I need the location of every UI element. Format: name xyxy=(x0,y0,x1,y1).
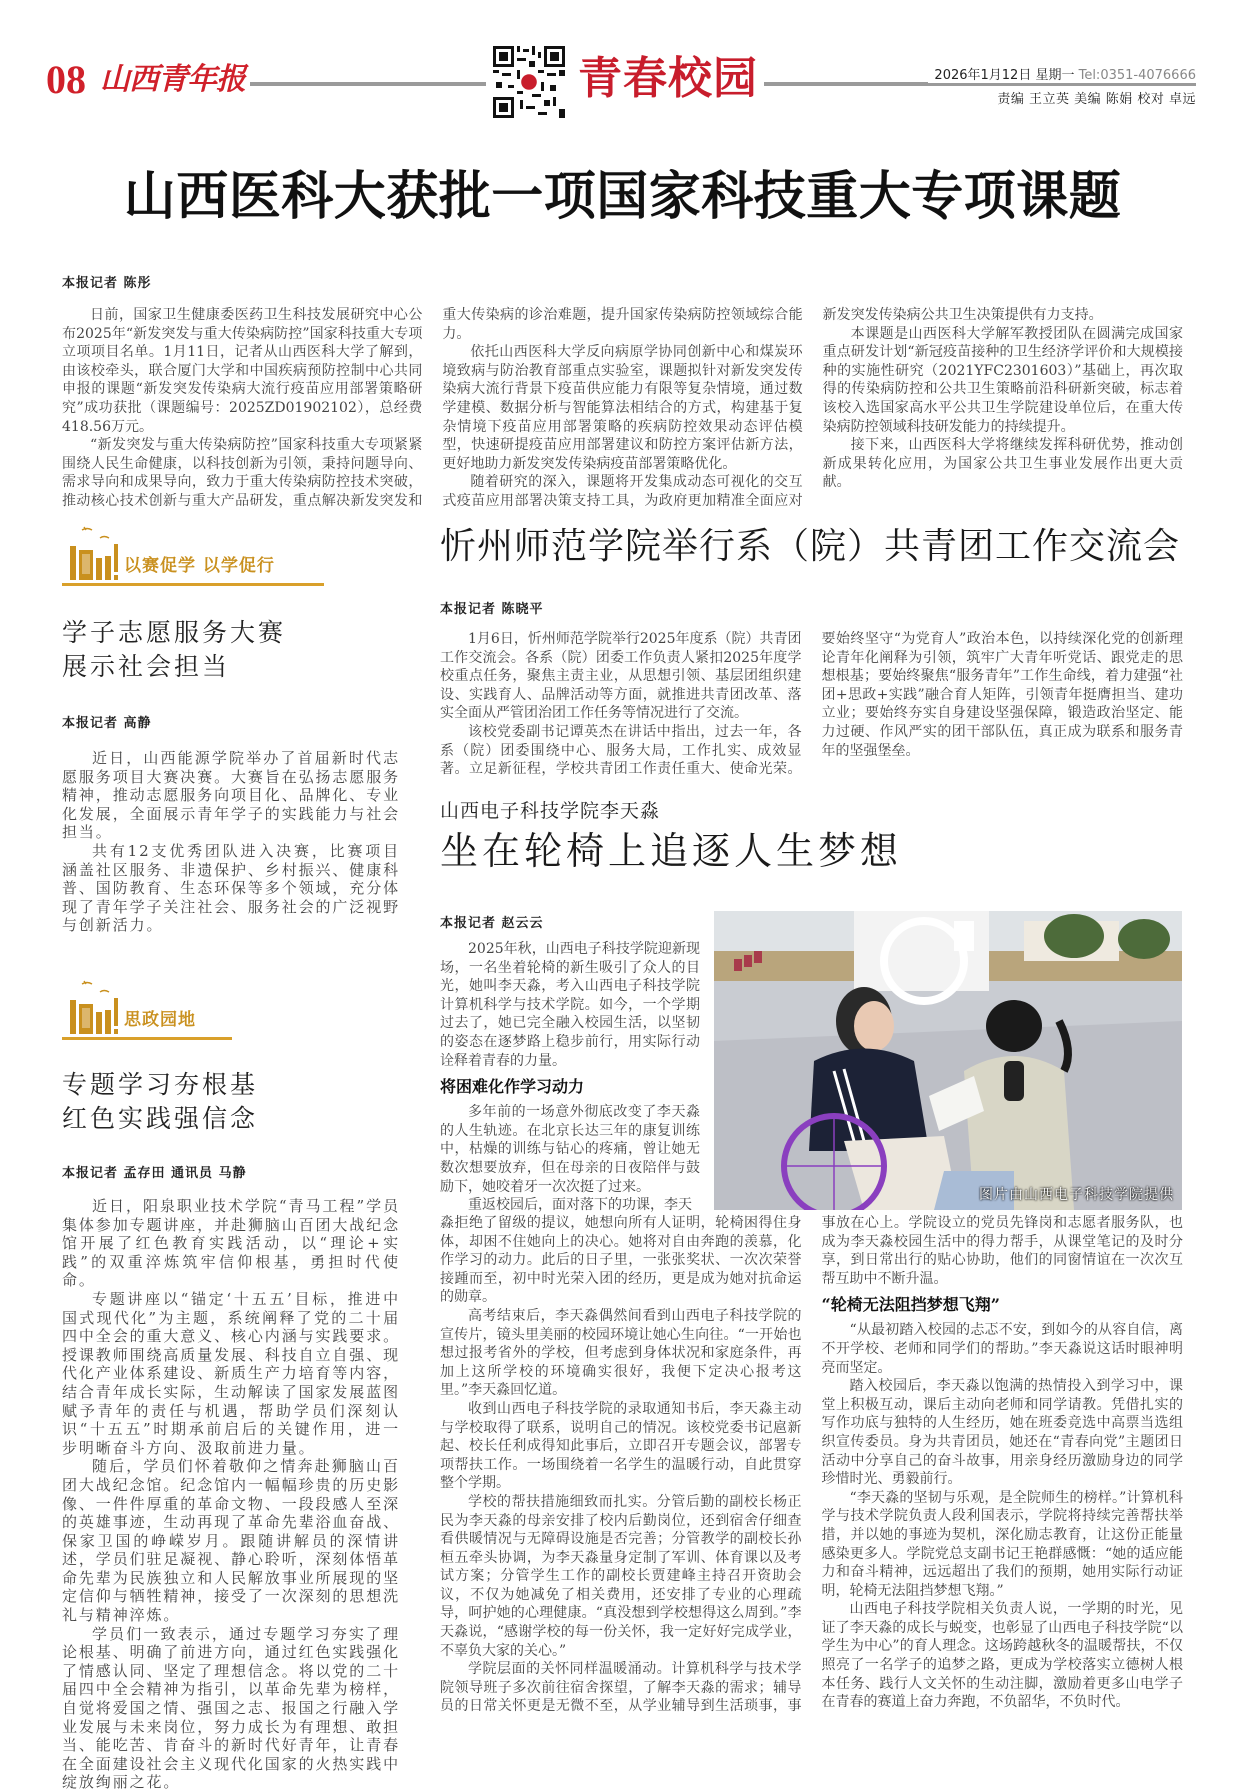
feature-subhead: “轮椅无法阻挡梦想飞翔” xyxy=(821,1295,1000,1315)
paragraph: 踏入校园后，李天淼以饱满的热情投入到学习中，课堂上积极互动，课后主动向老师和同学请教。凭借扎实的写作功底与独特的人生经历，她在班委竞选中高票当选组织宣传委员。身为共青团员，她还在“青春向党”主题团日活动中分享自己的奋斗故事，用亲身经历激励身边的同学珍惜时光、勇毅前行。 xyxy=(821,1378,1183,1488)
paragraph: 日前，国家卫生健康委医药卫生科技发展研究中心公布2025年“新发突发与重大传染病防控”国家科技重大专项立项项目名单。1月11日，记者从山西医科大学了解到，由该校牵头，联合厦门大学和中国疾病预防控制中心共同申报的课题“新发突发传染病大流行疫苗应用部署策略研究”成功获批（课题编号：2025ZD01902102），总经费418.56万元。 xyxy=(62,307,423,435)
header-rule-left xyxy=(250,82,486,86)
banner-underline xyxy=(62,583,324,586)
newspaper-logo: 山西青年报 xyxy=(100,62,245,97)
column-banner-label: 思政园地 xyxy=(124,1010,196,1030)
paragraph: 接下来，山西医科大学将继续发挥科研优势，推动创新成果转化应用，为国家公共卫生事业发展作出更大贡献。 xyxy=(822,437,1183,491)
paragraph: 1月6日，忻州师范学院举行2025年度系（院）共青团工作交流会。各系（院）团委工作负责人紧扣2025年度学校重点任务，聚焦主责主业，从思想引领、基层团组织建设、实践育人、品牌活动等方面，就推进共青团改革、落实全面从严管团治团工作任务等情况进行了交流。 xyxy=(440,631,802,722)
paragraph: 多年前的一场意外彻底改变了李天淼的人生轨迹。在北京长达三年的康复训练中，枯燥的训练与钻心的疼痛，曾让她无数次想要放弃，但在母亲的日夜陪伴与鼓励下，她咬着牙一次次挺了过来。 xyxy=(440,1104,700,1195)
paragraph: 淼拒绝了留级的提议，她想向所有人证明，轮椅困得住身体，却困不住她向上的决心。她将对自由奔跑的羡慕，化作学习的动力。此后的日子里，一张张奖状、一次次荣誉接踵而至，初中时光荣入团的经历，更是成为她对抗命运的勋章。 xyxy=(440,1215,802,1306)
paragraph: 本课题是山西医科大学解军教授团队在圆满完成国家重点研发计划“新冠疫苗接种的卫生经济学评价和大规模接种的实施性研究（2021YFC2301603）”基础上，再次取得的传染病防控和公共卫生策略前沿科研新突破，标志着该校入选国家高水平公共卫生学院建设单位后，在重大传染病防控领域科技研发能力的持续提升。 xyxy=(822,325,1183,435)
sidebar-body xyxy=(62,749,400,935)
dateline xyxy=(928,64,1196,83)
paragraph: 高考结束后，李天淼偶然间看到山西电子科技学院的宣传片，镜头里美丽的校园环境让她心生向往。“一开始也想过报考省外的学校，但考虑到身体状况和家庭条件，再加上这所学校的环境确实很好，我便下定决心报考这里。”李天淼回忆道。 xyxy=(440,1307,802,1399)
page-number: 08 xyxy=(46,57,86,102)
sidebar-byline: 本报记者 高静 xyxy=(62,716,152,731)
column-banner-label: 以赛促学 以学促行 xyxy=(124,556,275,576)
sidebar-byline: 本报记者 孟存田 通讯员 马静 xyxy=(62,1166,247,1181)
sidebar-article-ideology xyxy=(62,978,400,1792)
lead-headline: 山西医科大获批一项国家科技重大专项课题 xyxy=(123,167,1122,227)
feature-subhead: 将困难化作学习动力 xyxy=(440,1077,585,1097)
paragraph: 学校的帮扶措施细致而扎实。分管后勤的副校长杨正民为李天淼的母亲安排了校内后勤岗位，还到宿舍仔细查看供暖情况与无障碍设施是否完善；分管教学的副校长孙桓五牵头协调，为李天淼量身定制了军训、体育课以及考试方案；分管学生工作的副校长贾建峰主持召开资助会议，不仅为她减免了相关费用，还安排了专业的心理疏导，呵护她的心理健康。“真没想到学校想得这么周到。”李天淼说，“感谢学校的每一份关怀，我一定好好完成学业，不辜负大家的关心。” xyxy=(440,1493,802,1659)
paragraph: 依托山西医科大学反向病原学协同创新中心和煤炭环境致病与防治教育部重点实验室，课题拟针对新发突发传染病大流行背景下疫苗供应能力有限等复杂情境，通过数学建模、数据分析与智能算法相结合的方式，构建基于复杂情境下疫苗应用部署策略的疾病防控效果动态评估模型，快速研提疫苗应用部署建议和防控方案评估新方法，更好地助力新发突发传染病疫苗部署策略优化。 xyxy=(442,344,803,472)
feature-byline: 本报记者 赵云云 xyxy=(440,916,544,931)
xinzhou-headline: 忻州师范学院举行系（院）共青团工作交流会 xyxy=(440,526,1181,567)
paragraph: 随后，学员们怀着敬仰之情奔赴狮脑山百团大战纪念馆。纪念馆内一幅幅珍贵的历史影像、一件件厚重的革命文物、一段段感人至深的英雄事迹，生动再现了革命先辈浴血奋战、保家卫国的峥嵘岁月。跟随讲解员的深情讲述，学员们驻足凝视、静心聆听，深刻体悟革命先辈为民族独立和人民解放事业所展现的坚定信仰与牺牲精神，接受了一次深刻的思想洗礼与精神淬炼。 xyxy=(62,1457,401,1625)
paragraph: 近日，山西能源学院举办了首届新时代志愿服务项目大赛决赛。大赛旨在弘扬志愿服务精神，推动志愿服务向项目化、品牌化、专业化发展，全面展示青年学子的实践能力与社会担当。 xyxy=(62,749,401,842)
feature-headline: 坐在轮椅上追逐人生梦想 xyxy=(440,829,903,873)
paragraph: “李天淼的坚韧与乐观，是全院师生的榜样。”计算机科学与技术学院负责人段利国表示，学院将持续完善帮扶举措，并以她的事迹为契机，深化励志教育，让这份正能量感染更多人。学院党总支副书记王艳群感慨：“她的适应能力和奋斗精神，远远超出了我们的预期，她用实际行动证明，轮椅无法阻挡梦想飞翔。” xyxy=(821,1489,1183,1599)
paragraph: “新发突发与重大传染病防控”国家科技重大专项紧紧围绕人民生命健康，以科技创新为引领，秉持问题导向、需求导向和成果导向，致力于重大传染病防控技术突破，推动核心技术创新与重大产品研发，重点解决新发突发和重大传染病的诊治难题，提升国家传染病防控领域综合能力。 xyxy=(62,307,803,509)
headline-line: 展示社会担当 xyxy=(62,652,231,681)
paragraph: 山西电子科技学院相关负责人说，一学期的时光，见证了李天淼的成长与蜕变，也彰显了山西电子科技学院“以学生为中心”的育人理念。这场跨越秋冬的温暖帮扶，不仅照亮了一名学子的追梦之路，更成为学校落实立德树人根本任务、践行人文关怀的生动注脚，激励着更多山电学子在青春的赛道上奋力奔跑，不负韶华，不负时代。 xyxy=(821,1601,1183,1711)
qr-code[interactable] xyxy=(493,46,565,118)
banner-underline xyxy=(62,1037,232,1040)
paragraph: 共有12支优秀团队进入决赛，比赛项目涵盖社区服务、非遗保护、乡村振兴、健康科普、国防教育、生态环保等多个领域，充分体现了青年学子关注社会、服务社会的广泛视野与创新活力。 xyxy=(62,841,401,935)
paragraph: 该校党委副书记谭英杰在讲话中指出，过去一年，各系（院）团委围绕中心、服务大局，工作扎实、成效显著。立足新征程，学校共青团工作责任重大、使命光荣。要始终坚守“为党育人”政治本色，以持续深化党的创新理论青年化阐释为引领，筑牢广大青年听党话、跟党走的思想根基；要始终聚焦“服务青年”工作生命线，着力建强“社团+思政+实践”融合育人矩阵，引领青年挺膺担当、建功立业；要始终夯实自身建设坚强保障，锻造政治坚定、能力过硬、作风严实的团干部队伍，真正成为联系和服务青年的坚强堡垒。 xyxy=(440,631,1183,778)
feature-photo xyxy=(714,911,1182,1210)
paragraph: 专题讲座以“锚定‘十五五’目标，推进中国式现代化”为主题，系统阐释了党的二十届四中全会的重大意义、核心内涵与实践要求。授课教师围绕高质量发展、科技自立自强、现代化产业体系建设、新质生产力培育等内容，结合青年成长实际，生动解读了国家发展蓝图赋予青年的责任与机遇，帮助学员们深刻认识“十五五”时期承前启后的关键作用，进一步明晰奋斗方向、汲取前进力量。 xyxy=(62,1289,401,1457)
feature-body-intro xyxy=(440,940,700,1215)
paragraph: 随着研究的深入，课题将开发集成动态可视化的交互式疫苗应用部署决策支持工具，为政府更加精准全面应对新发突发传染病公共卫生决策提供有力支持。 xyxy=(442,307,1103,509)
paragraph: 近日，阳泉职业技术学院“青马工程”学员集体参加专题讲座，并赴狮脑山百团大战纪念馆开展了红色教育实践活动，以“理论+实践”的双重淬炼筑牢信仰根基，勇担时代使命。 xyxy=(62,1197,401,1290)
feature-kicker: 山西电子科技学院李天淼 xyxy=(440,800,661,822)
xinzhou-byline: 本报记者 陈晓平 xyxy=(440,602,544,617)
paragraph: 收到山西电子科技学院的录取通知书后，李天淼主动与学校取得了联系，说明自己的情况。该校党委书记扈新起、校长任利成得知此事后，立即召开专题会议，部署专项帮扶工作。一场围绕着一名学生的温暖行动，自此贯穿整个学期。 xyxy=(440,1400,802,1492)
sidebar-article-volunteer xyxy=(62,524,400,935)
qr-code-icon xyxy=(493,46,565,118)
paragraph: 重返校园后，面对落下的功课，李天 xyxy=(468,1197,692,1214)
phone-number: Tel:0351-4076666 xyxy=(1078,68,1196,83)
paragraph: 学员们一致表示，通过专题学习夯实了理论根基、明确了前进方向，通过红色实践强化了情感认同、坚定了理想信念。将以党的二十届四中全会精神为指引，以革命先辈为榜样，自觉将爱国之情、强国之志、报国之行融入学业发展与未来岗位，努力成长为有理想、敢担当、能吃苦、肯奋斗的新时代好青年，让青春在全面建设社会主义现代化国家的火热实践中绽放绚丽之花。 xyxy=(62,1624,401,1792)
headline-line: 专题学习夯根基 xyxy=(62,1070,259,1099)
paragraph: 学院层面的关怀同样温暖涌动。计算机科学与技术学院领导班子多次前往宿舍探望，了解李天淼的需求；辅导员的日常关怀更是无微不至，从学业辅导到生活琐事，事事放在心上。学院设立的党员先锋岗和志愿者服务队，也成为李天淼校园生活中的得力帮手，从课堂笔记的及时分享，到日常出行的贴心协助，他们的同窗情谊在一次次互帮互助中不断升温。 xyxy=(440,1215,1183,1715)
issue-date: 2026年1月12日 星期一 xyxy=(934,68,1075,83)
feature-body-main xyxy=(440,1214,1183,1716)
lead-byline: 本报记者 陈彤 xyxy=(62,276,152,291)
paragraph: 2025年秋，山西电子科技学院迎新现场，一名坐着轮椅的新生吸引了众人的目光，她叫李天淼，考入山西电子科技学院计算机科学与技术学院。如今，一个学期过去了，她已完全融入校园生活，以坚韧的姿态在逐梦路上稳步前行，用实际行动诠释着青春的力量。 xyxy=(440,941,700,1069)
headline-line: 学子志愿服务大赛 xyxy=(62,618,287,647)
photo-wheelchair-student xyxy=(714,911,1182,1210)
lead-article-body xyxy=(62,306,1183,511)
sidebar-body xyxy=(62,1197,400,1792)
section-title: 青春校园 xyxy=(578,53,758,104)
sidebar-headline xyxy=(62,616,400,684)
editors-credit: 责编 王立英 美编 陈娟 校对 卓远 xyxy=(991,88,1196,107)
headline-line: 红色实践强信念 xyxy=(62,1104,259,1133)
column-banner xyxy=(62,524,324,586)
paragraph: “从最初踏入校园的忐忑不安，到如今的从容自信，离不开学校、老师和同学们的帮助。”李天淼说这话时眼神明亮而坚定。 xyxy=(821,1322,1183,1376)
sidebar-headline xyxy=(62,1068,400,1136)
column-banner xyxy=(62,978,232,1040)
books-birds-icon xyxy=(68,524,122,584)
books-birds-icon xyxy=(68,978,122,1038)
photo-caption: 图片由山西电子科技学院提供 xyxy=(979,1187,1174,1203)
xinzhou-body xyxy=(440,630,1183,779)
